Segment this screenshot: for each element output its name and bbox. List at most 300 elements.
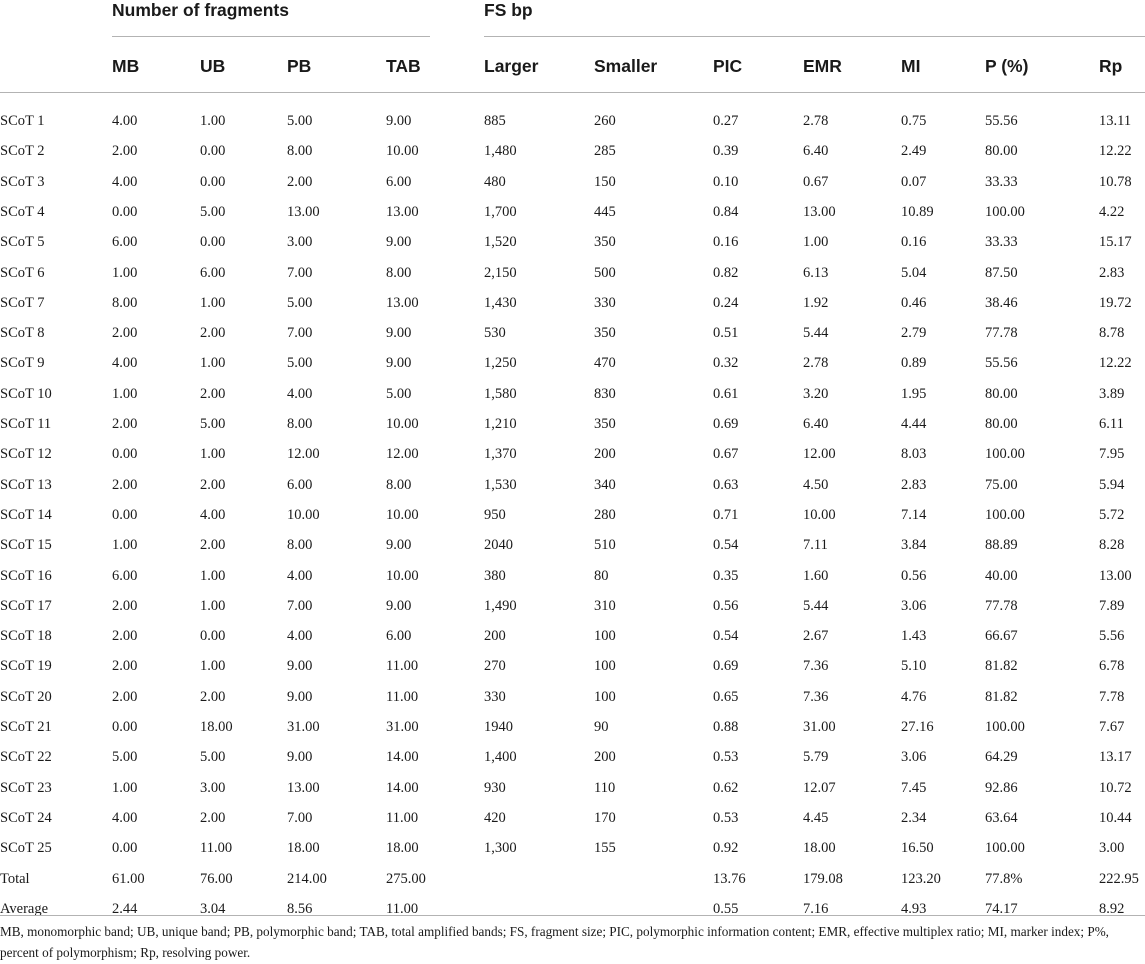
table-cell: 1,490 xyxy=(484,597,517,614)
group-rule-fs xyxy=(484,36,1145,37)
table-cell: 55.56 xyxy=(985,355,1018,372)
table-cell: 2.00 xyxy=(112,597,138,614)
table-cell: 6.40 xyxy=(803,416,829,432)
table-cell: 4.00 xyxy=(287,628,313,645)
table-cell: 7.89 xyxy=(1099,597,1125,614)
table-cell: 0.00 xyxy=(200,628,226,645)
row-label: SCoT 5 xyxy=(0,234,45,251)
table-cell: 7.00 xyxy=(287,264,313,281)
table-cell: 6.00 xyxy=(386,628,412,645)
table-cell: 66.67 xyxy=(985,628,1018,645)
table-cell: 77.78 xyxy=(985,597,1018,614)
table-cell: 5.00 xyxy=(386,385,412,402)
table-cell: 2.83 xyxy=(1099,264,1125,281)
table-cell: 2.67 xyxy=(803,628,829,645)
row-label: SCoT 2 xyxy=(0,143,45,160)
table-cell: 7.67 xyxy=(1099,719,1125,735)
table-cell: 4.00 xyxy=(112,355,138,372)
table-cell: 0.51 xyxy=(713,325,739,342)
table-cell: 3.04 xyxy=(200,900,226,917)
table-cell: 77.8% xyxy=(985,870,1023,887)
row-label: SCoT 23 xyxy=(0,779,52,796)
table-cell: 2.83 xyxy=(901,476,927,493)
table-cell: 40.00 xyxy=(985,567,1018,584)
table-cell: 18.00 xyxy=(803,840,836,857)
table-cell: 2.00 xyxy=(200,537,226,554)
table-cell: 200 xyxy=(594,749,616,766)
table-cell: 1,250 xyxy=(484,355,517,372)
table-cell: 15.17 xyxy=(1099,234,1132,251)
table-cell: 13.00 xyxy=(386,294,419,311)
row-label: Average xyxy=(0,900,49,917)
table-cell: 10.89 xyxy=(901,203,934,220)
table-cell: 280 xyxy=(594,506,616,523)
table-cell: 3.06 xyxy=(901,749,927,766)
table-cell: 0.53 xyxy=(713,749,739,766)
table-cell: 4.00 xyxy=(200,506,226,523)
table-cell: 4.22 xyxy=(1099,203,1125,220)
table-cell: 10.00 xyxy=(386,143,419,160)
table-cell: 510 xyxy=(594,537,616,554)
table-cell: 0.16 xyxy=(713,234,739,251)
table-cell: 330 xyxy=(594,294,616,311)
table-cell: 81.82 xyxy=(985,658,1018,675)
table-cell: 2.00 xyxy=(112,688,138,705)
row-label: SCoT 14 xyxy=(0,506,52,523)
column-header: UB xyxy=(200,56,226,76)
column-header: Rp xyxy=(1099,56,1123,76)
table-cell: 2.00 xyxy=(200,385,226,402)
table-cell: 5.44 xyxy=(803,325,829,342)
row-label: SCoT 15 xyxy=(0,537,52,554)
table-cell: 9.00 xyxy=(386,597,412,614)
column-header: TAB xyxy=(386,56,421,76)
column-header: EMR xyxy=(803,56,842,76)
table-cell: 55.56 xyxy=(985,113,1018,129)
table-cell: 0.69 xyxy=(713,658,739,675)
table-cell: 100.00 xyxy=(985,446,1025,463)
table-cell: 2.00 xyxy=(112,325,138,342)
table-cell: 8.03 xyxy=(901,446,927,463)
table-cell: 11.00 xyxy=(386,658,419,675)
table-cell: 64.29 xyxy=(985,749,1018,766)
table-cell: 12.00 xyxy=(803,446,836,463)
table-cell: 13.00 xyxy=(386,203,419,220)
table-cell: 1,520 xyxy=(484,234,517,251)
column-header: Smaller xyxy=(594,56,658,76)
row-label: SCoT 7 xyxy=(0,294,45,311)
row-label: SCoT 24 xyxy=(0,809,52,826)
table-cell: 31.00 xyxy=(803,719,836,735)
table-cell: 480 xyxy=(484,173,506,190)
table-cell: 8.00 xyxy=(386,264,412,281)
table-cell: 1,430 xyxy=(484,294,517,311)
column-header: MI xyxy=(901,56,921,76)
table-cell: 285 xyxy=(594,143,616,160)
table-cell: 0.27 xyxy=(713,113,739,129)
table-cell: 2.00 xyxy=(200,688,226,705)
table-cell: 155 xyxy=(594,840,616,857)
table-cell: 0.07 xyxy=(901,173,927,190)
table-cell: 420 xyxy=(484,809,506,826)
row-label: SCoT 1 xyxy=(0,113,45,129)
table-cell: 4.00 xyxy=(112,809,138,826)
table-cell: 0.16 xyxy=(901,234,927,251)
table-cell: 2.00 xyxy=(112,628,138,645)
table-cell: 1,300 xyxy=(484,840,517,857)
table-cell: 2.00 xyxy=(112,658,138,675)
table-cell: 31.00 xyxy=(287,719,320,735)
table-cell: 7.00 xyxy=(287,809,313,826)
table-cell: 350 xyxy=(594,234,616,251)
table-cell: 3.00 xyxy=(287,234,313,251)
table-cell: 7.11 xyxy=(803,537,828,554)
table-cell: 7.36 xyxy=(803,688,829,705)
table-cell: 1.43 xyxy=(901,628,927,645)
table-cell: 100.00 xyxy=(985,840,1025,857)
table-cell: 2,150 xyxy=(484,264,517,281)
header-rule xyxy=(0,92,1145,93)
table-cell: 1.00 xyxy=(200,294,226,311)
row-label: SCoT 8 xyxy=(0,325,45,342)
table-cell: 2.00 xyxy=(200,325,226,342)
table-cell: 10.00 xyxy=(386,567,419,584)
table-cell: 0.67 xyxy=(803,173,829,190)
table-cell: 0.00 xyxy=(200,143,226,160)
table-cell: 4.00 xyxy=(287,567,313,584)
table-cell: 100.00 xyxy=(985,203,1025,220)
table-cell: 0.00 xyxy=(112,719,138,735)
table-cell: 3.06 xyxy=(901,597,927,614)
table-cell: 1,400 xyxy=(484,749,517,766)
table-cell: 830 xyxy=(594,385,616,402)
table-cell: 2.78 xyxy=(803,113,829,129)
row-label: SCoT 18 xyxy=(0,628,52,645)
table-cell: 1,700 xyxy=(484,203,517,220)
table-cell: 222.95 xyxy=(1099,870,1139,887)
table-cell: 4.50 xyxy=(803,476,829,493)
table-cell: 4.00 xyxy=(287,385,313,402)
table-cell: 12.00 xyxy=(287,446,320,463)
row-label: SCoT 19 xyxy=(0,658,52,675)
table-cell: 1940 xyxy=(484,719,513,735)
table-cell: 0.84 xyxy=(713,203,739,220)
table-cell: 12.22 xyxy=(1099,143,1132,160)
table-cell: 2.00 xyxy=(112,143,138,160)
table-cell: 77.78 xyxy=(985,325,1018,342)
table-cell: 5.79 xyxy=(803,749,829,766)
table-cell: 5.00 xyxy=(287,113,313,129)
table-cell: 100 xyxy=(594,688,616,705)
table-cell: 0.82 xyxy=(713,264,739,281)
table-cell: 0.62 xyxy=(713,779,739,796)
table-cell: 2.34 xyxy=(901,809,927,826)
row-label: SCoT 11 xyxy=(0,416,52,432)
table-cell: 8.00 xyxy=(112,294,138,311)
table-cell: 2.44 xyxy=(112,900,138,917)
table-cell: 1.00 xyxy=(112,779,138,796)
table-cell: 8.92 xyxy=(1099,900,1125,917)
table-cell: 0.75 xyxy=(901,113,927,129)
table-cell: 9.00 xyxy=(386,113,412,129)
column-header: PB xyxy=(287,56,312,76)
table-cell: 27.16 xyxy=(901,719,934,735)
table-cell: 3.00 xyxy=(200,779,226,796)
table-cell: 13.00 xyxy=(803,203,836,220)
table-cell: 4.00 xyxy=(112,173,138,190)
table-cell: 6.00 xyxy=(200,264,226,281)
table-cell: 5.00 xyxy=(200,203,226,220)
row-label: SCoT 10 xyxy=(0,385,52,402)
table-cell: 12.00 xyxy=(386,446,419,463)
table-cell: 11.00 xyxy=(386,809,419,826)
table-cell: 1.92 xyxy=(803,294,829,311)
table-cell: 6.00 xyxy=(287,476,313,493)
table-cell: 1,210 xyxy=(484,416,517,432)
table-cell: 0.65 xyxy=(713,688,739,705)
table-cell: 4.00 xyxy=(112,113,138,129)
table-cell: 1,530 xyxy=(484,476,517,493)
table-cell: 8.28 xyxy=(1099,537,1125,554)
table-cell: 1,370 xyxy=(484,446,517,463)
table-cell: 6.00 xyxy=(112,234,138,251)
table-cell: 8.78 xyxy=(1099,325,1125,342)
table-cell: 0.00 xyxy=(112,506,138,523)
table-cell: 2.79 xyxy=(901,325,927,342)
table-cell: 1.00 xyxy=(803,234,829,251)
table-cell: 13.00 xyxy=(287,203,320,220)
table-cell: 4.45 xyxy=(803,809,829,826)
table-cell: 81.82 xyxy=(985,688,1018,705)
table-cell: 930 xyxy=(484,779,506,796)
table-cell: 4.93 xyxy=(901,900,927,917)
table-cell: 5.94 xyxy=(1099,476,1125,493)
table-cell: 4.44 xyxy=(901,416,927,432)
table-cell: 0.56 xyxy=(713,597,739,614)
table-cell: 33.33 xyxy=(985,234,1018,251)
table-cell: 0.55 xyxy=(713,900,739,917)
row-label: SCoT 22 xyxy=(0,749,52,766)
table-cell: 7.16 xyxy=(803,900,829,917)
table-cell: 18.00 xyxy=(200,719,233,735)
table-cell: 0.00 xyxy=(112,446,138,463)
table-cell: 950 xyxy=(484,506,506,523)
table-cell: 123.20 xyxy=(901,870,941,887)
table-cell: 13.00 xyxy=(287,779,320,796)
table-cell: 1.95 xyxy=(901,385,927,402)
table-cell: 31.00 xyxy=(386,719,419,735)
table-cell: 0.00 xyxy=(112,840,138,857)
table-cell: 530 xyxy=(484,325,506,342)
table-cell: 179.08 xyxy=(803,870,843,887)
table-cell: 33.33 xyxy=(985,173,1018,190)
table-cell: 0.00 xyxy=(200,234,226,251)
table-cell: 2.78 xyxy=(803,355,829,372)
table-cell: 100 xyxy=(594,628,616,645)
table-cell: 350 xyxy=(594,325,616,342)
table-cell: 13.11 xyxy=(1099,113,1132,129)
table-cell: 10.44 xyxy=(1099,809,1132,826)
table-cell: 88.89 xyxy=(985,537,1018,554)
table-cell: 0.10 xyxy=(713,173,739,190)
table-cell: 5.00 xyxy=(287,294,313,311)
group-header-fragments: Number of fragments xyxy=(112,0,289,20)
row-label: SCoT 13 xyxy=(0,476,52,493)
row-label: Total xyxy=(0,870,30,887)
table-cell: 6.78 xyxy=(1099,658,1125,675)
table-cell: 0.54 xyxy=(713,537,739,554)
table-cell: 0.54 xyxy=(713,628,739,645)
table-cell: 18.00 xyxy=(386,840,419,857)
row-label: SCoT 21 xyxy=(0,719,52,735)
table-cell: 75.00 xyxy=(985,476,1018,493)
table-cell: 1.00 xyxy=(200,567,226,584)
table-cell: 80.00 xyxy=(985,385,1018,402)
table-cell: 13.00 xyxy=(1099,567,1132,584)
table-cell: 7.00 xyxy=(287,325,313,342)
table-cell: 0.71 xyxy=(713,506,739,523)
table-cell: 2.00 xyxy=(112,416,138,432)
table-cell: 87.50 xyxy=(985,264,1018,281)
table-cell: 13.76 xyxy=(713,870,746,887)
table-cell: 11.00 xyxy=(200,840,233,857)
table-cell: 8.00 xyxy=(287,416,313,432)
table-cell: 0.89 xyxy=(901,355,927,372)
table-cell: 0.88 xyxy=(713,719,739,735)
table-cell: 350 xyxy=(594,416,616,432)
table-cell: 9.00 xyxy=(386,537,412,554)
table-cell: 3.89 xyxy=(1099,385,1125,402)
table-cell: 150 xyxy=(594,173,616,190)
table-cell: 10.00 xyxy=(386,416,419,432)
table-cell: 10.00 xyxy=(287,506,320,523)
table-cell: 2.49 xyxy=(901,143,927,160)
table-cell: 92.86 xyxy=(985,779,1018,796)
row-label: SCoT 25 xyxy=(0,840,52,857)
table-cell: 80.00 xyxy=(985,143,1018,160)
table-cell: 340 xyxy=(594,476,616,493)
table-cell: 1,580 xyxy=(484,385,517,402)
table-cell: 1.60 xyxy=(803,567,829,584)
table-cell: 16.50 xyxy=(901,840,934,857)
table-cell: 170 xyxy=(594,809,616,826)
table-cell: 18.00 xyxy=(287,840,320,857)
row-label: SCoT 6 xyxy=(0,264,45,281)
table-cell: 9.00 xyxy=(287,658,313,675)
table-cell: 6.40 xyxy=(803,143,829,160)
row-label: SCoT 4 xyxy=(0,203,45,220)
table-cell: 2.00 xyxy=(200,476,226,493)
group-rule-fragments xyxy=(112,36,430,37)
table-cell: 0.00 xyxy=(200,173,226,190)
table-cell: 2.00 xyxy=(112,476,138,493)
table-cell: 0.24 xyxy=(713,294,739,311)
table-cell: 6.11 xyxy=(1099,416,1124,432)
table-cell: 330 xyxy=(484,688,506,705)
table-cell: 63.64 xyxy=(985,809,1018,826)
table-cell: 7.95 xyxy=(1099,446,1125,463)
row-label: SCoT 3 xyxy=(0,173,45,190)
table-cell: 9.00 xyxy=(386,355,412,372)
table-cell: 9.00 xyxy=(287,688,313,705)
table-cell: 3.84 xyxy=(901,537,927,554)
table-cell: 214.00 xyxy=(287,870,327,887)
table-cell: 74.17 xyxy=(985,900,1018,917)
table-cell: 100.00 xyxy=(985,506,1025,523)
table-cell: 11.00 xyxy=(386,688,419,705)
table-cell: 0.00 xyxy=(112,203,138,220)
table-cell: 1.00 xyxy=(112,385,138,402)
table-cell: 76.00 xyxy=(200,870,233,887)
table-cell: 7.00 xyxy=(287,597,313,614)
table-cell: 8.00 xyxy=(287,143,313,160)
table-cell: 7.78 xyxy=(1099,688,1125,705)
table-cell: 0.46 xyxy=(901,294,927,311)
table-cell: 10.00 xyxy=(386,506,419,523)
table-cell: 13.17 xyxy=(1099,749,1132,766)
table-cell: 0.63 xyxy=(713,476,739,493)
table-cell: 1.00 xyxy=(200,113,226,129)
row-label: SCoT 20 xyxy=(0,688,52,705)
table-cell: 19.72 xyxy=(1099,294,1132,311)
table-cell: 8.00 xyxy=(386,476,412,493)
table-cell: 0.35 xyxy=(713,567,739,584)
row-label: SCoT 16 xyxy=(0,567,52,584)
row-label: SCoT 17 xyxy=(0,597,52,614)
table-cell: 3.20 xyxy=(803,385,829,402)
table-cell: 9.00 xyxy=(287,749,313,766)
table-cell: 0.39 xyxy=(713,143,739,160)
table-cell: 100.00 xyxy=(985,719,1025,735)
table-cell: 500 xyxy=(594,264,616,281)
table-cell: 80.00 xyxy=(985,416,1018,432)
table-cell: 80 xyxy=(594,567,609,584)
table-cell: 200 xyxy=(484,628,506,645)
table-cell: 61.00 xyxy=(112,870,145,887)
table-cell: 0.32 xyxy=(713,355,739,372)
table-cell: 7.36 xyxy=(803,658,829,675)
table-cell: 5.04 xyxy=(901,264,927,281)
column-header: P (%) xyxy=(985,56,1029,76)
table-cell: 10.00 xyxy=(803,506,836,523)
table-cell: 2040 xyxy=(484,537,513,554)
table-cell: 10.72 xyxy=(1099,779,1132,796)
table-cell: 100 xyxy=(594,658,616,675)
table-cell: 3.00 xyxy=(1099,840,1125,857)
table-cell: 1,480 xyxy=(484,143,517,160)
table-cell: 5.00 xyxy=(112,749,138,766)
bottom-rule xyxy=(0,915,1145,916)
table-cell: 6.00 xyxy=(112,567,138,584)
table-cell: 5.00 xyxy=(200,416,226,432)
table-cell: 5.44 xyxy=(803,597,829,614)
table-cell: 270 xyxy=(484,658,506,675)
table-cell: 14.00 xyxy=(386,749,419,766)
table-cell: 11.00 xyxy=(386,900,419,917)
table-cell: 7.14 xyxy=(901,506,927,523)
row-label: SCoT 12 xyxy=(0,446,52,463)
table-cell: 5.00 xyxy=(200,749,226,766)
table-cell: 5.72 xyxy=(1099,506,1125,523)
table-cell: 7.45 xyxy=(901,779,927,796)
table-cell: 0.56 xyxy=(901,567,927,584)
table-cell: 445 xyxy=(594,203,616,220)
table-cell: 1.00 xyxy=(112,537,138,554)
table-cell: 9.00 xyxy=(386,234,412,251)
table-cell: 885 xyxy=(484,113,506,129)
table-cell: 38.46 xyxy=(985,294,1018,311)
table-cell: 14.00 xyxy=(386,779,419,796)
